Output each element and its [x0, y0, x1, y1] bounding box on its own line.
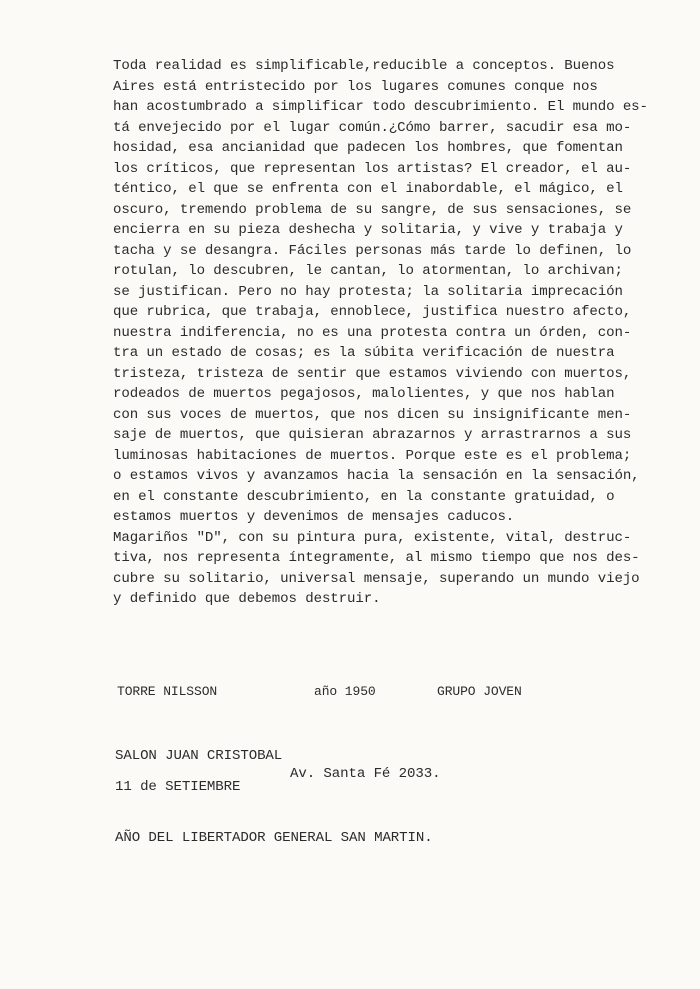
text-line: tra un estado de cosas; es la súbita verificación de nuestra: [113, 345, 615, 361]
text-line: rodeados de muertos pegajosos, malolientes, y que nos hablan: [113, 386, 615, 402]
text-line: han acostumbrado a simplificar todo descubrimiento. El mundo es-: [113, 99, 648, 115]
text-line: hosidad, esa ancianidad que padecen los hombres, que fomentan: [113, 140, 623, 156]
text-line: luminosas habitaciones de muertos. Porque este es el problema;: [113, 447, 632, 464]
text-line: o estamos vivos y avanzamos hacia la sensación en la sensación,: [113, 468, 640, 484]
text-line: cubre su solitario, universal mensaje, superando un mundo viejo: [113, 570, 640, 587]
year-motto: AÑO DEL LIBERTADOR GENERAL SAN MARTIN.: [115, 830, 433, 846]
venue-address: Av. Santa Fé 2033.: [290, 766, 441, 782]
venue-name: SALON JUAN CRISTOBAL: [115, 748, 283, 764]
text-line: tiva, nos representa íntegramente, al mismo tiempo que nos des-: [113, 550, 640, 566]
text-line: Magariños "D", con su pintura pura, existente, vital, destruc-: [113, 529, 632, 546]
text-line: tristeza, tristeza de sentir que estamos viviendo con muertos,: [113, 365, 632, 382]
author-signature: TORRE NILSSON: [117, 684, 218, 699]
text-line: se justifican. Pero no hay protesta; la solitaria imprecación: [113, 283, 623, 300]
text-line: y definido que debemos destruir.: [113, 591, 381, 607]
text-line: que rubrica, que trabaja, ennoblece, justifica nuestro afecto,: [113, 304, 632, 320]
text-line: saje de muertos, que quisieran abrazarnos y arrastrarnos a sus: [113, 427, 632, 443]
text-line: tacha y se desangra. Fáciles personas más tarde lo definen, lo: [113, 242, 632, 259]
text-line: estamos muertos y devenimos de mensajes caducos.: [113, 509, 515, 525]
text-line: los críticos, que representan los artistas? El creador, el au-: [113, 160, 632, 177]
text-line: rotulan, lo descubren, le cantan, lo atormentan, lo archivan;: [113, 263, 623, 279]
text-line: Toda realidad es simplificable,reducible a conceptos. Buenos: [113, 58, 615, 74]
text-line: con sus voces de muertos, que nos dicen su insignificante men-: [113, 406, 632, 423]
manifesto-text: [113, 56, 673, 610]
text-line: tá envejecido por el lugar común.¿Cómo barrer, sacudir esa mo-: [113, 119, 632, 136]
text-line: nuestra indiferencia, no es una protesta contra un órden, con-: [113, 324, 632, 341]
group-name: GRUPO JOVEN: [437, 684, 522, 699]
year-label: año 1950: [314, 684, 376, 699]
text-line: téntico, el que se enfrenta con el inabordable, el mágico, el: [113, 181, 623, 197]
text-line: en el constante descubrimiento, en la constante gratuidad, o: [113, 488, 615, 505]
text-line: encierra en su pieza deshecha y solitaria, y vive y trabaja y: [113, 222, 623, 238]
text-line: Aires está entristecido por los lugares comunes conque nos: [113, 78, 598, 95]
text-line: oscuro, tremendo problema de su sangre, de sus sensaciones, se: [113, 201, 632, 218]
exhibition-date: 11 de SETIEMBRE: [115, 779, 241, 795]
